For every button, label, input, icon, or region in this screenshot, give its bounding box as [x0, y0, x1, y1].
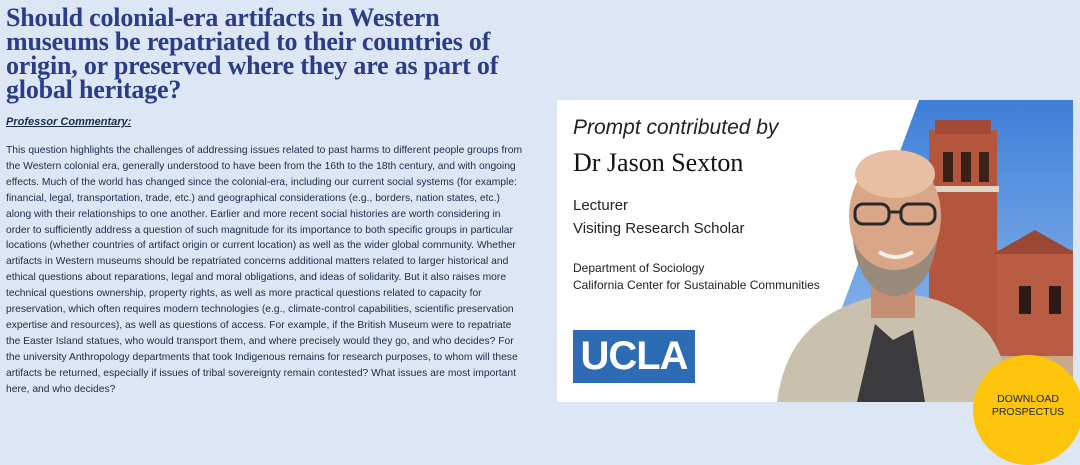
contributor-role-secondary: Visiting Research Scholar — [573, 220, 745, 237]
commentary-body: This question highlights the challenges of addressing issues related to past harms to different people groups from the Western colonial era, generally understood to have been from the 16th to the 18th century, and with ongoing effects. Much of the world has changed since the colonial-era, including our current social systems (for example: financial, legal, transportation, trade, etc.) and geographical considerations (e.g., borders, nation states, etc.) along with their relationships to one another. Earlier and more recent social histories are worth considering in order to sufficiently address a question of such magnitude for its importance to both specific groups in particular locations (whether countries of artifact origin or current location) as well as the wider global community. Whether artifacts in Western museums should be repatriated concerns additional matters related to larger historical and ethical questions about reparations, legal and moral obligations, and ideas of solidarity. But it also raises more technical questions ownership, property rights, as well as more practical questions related to capacity for preservation, which often requires modern technologies (e.g., climate-control capabilities, scientific preservation expertise and resources), as well as questions of access. For example, if the British Museum were to repatriate the Easter Island statues, who would transport them, and where precisely would they go, and who decides? For the university Anthropology departments that took Indigenous remains for research purposes, to whom will these artifacts be returned, especially if issues of tribal sovereignty remain contested? What issues are most important here, and who decides? — [6, 145, 523, 395]
contributor-card — [557, 100, 1073, 402]
contributor-role: Lecturer — [573, 197, 629, 214]
article-column — [6, 3, 526, 408]
contributed-by-label: Prompt contributed by — [573, 116, 779, 139]
contributor-department: Department of Sociology — [573, 261, 705, 275]
commentary-label: Professor Commentary: — [6, 116, 132, 128]
download-label-line-2: PROSPECTUS — [991, 406, 1065, 418]
download-prospectus-button[interactable] — [973, 355, 1080, 465]
ucla-logo: UCLA — [573, 330, 695, 383]
contributor-center: California Center for Sustainable Communities — [573, 278, 820, 292]
question-heading: Should colonial-era artifacts in Western museums be repatriated to their countries of origin, or preserved where they are as part of global heritage? — [6, 3, 499, 104]
contributor-name: Dr Jason Sexton — [573, 148, 744, 177]
download-label-line-1: DOWNLOAD — [997, 393, 1059, 405]
